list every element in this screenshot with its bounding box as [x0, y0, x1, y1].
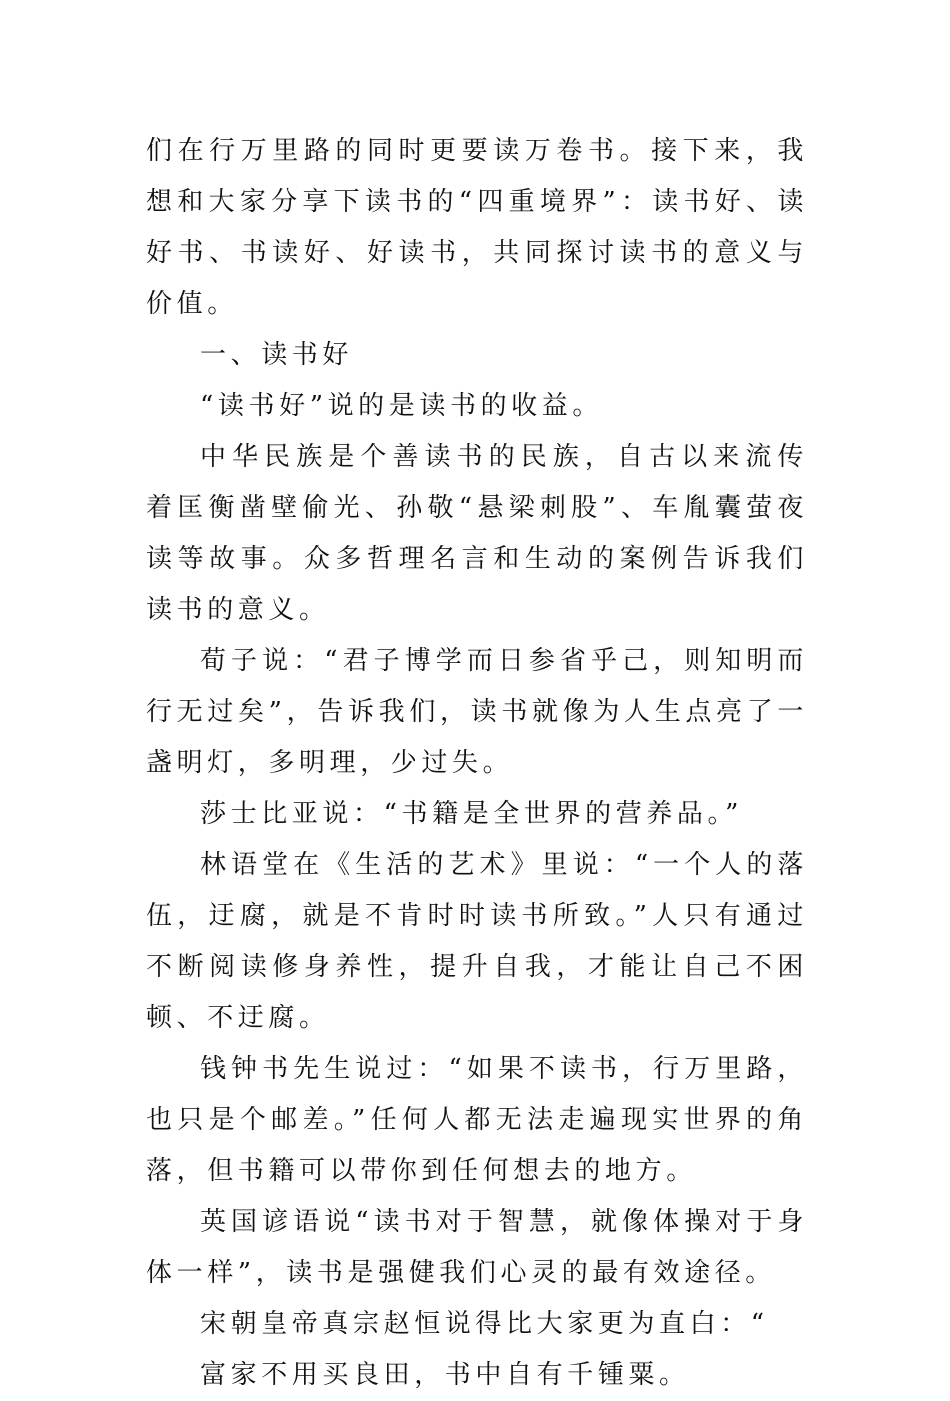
paragraph: 富家不用买良田，书中自有千锺粟。: [200, 1360, 690, 1390]
paragraph: 林语堂在《生活的艺术》里说：“一个人的落伍，迂腐，就是不肯时时读书所致。”人只有通过不断阅读修身养性，提升自我，才能让自己不困顿、不迂腐。: [146, 850, 808, 1033]
paragraph-continuation: 们在行万里路的同时更要读万卷书。接下来，我想和大家分享下读书的“四重境界”：读书好、读好书、书读好、好读书，共同探讨读书的意义与价值。: [146, 136, 808, 319]
paragraph: “读书好”说的是读书的收益。: [200, 391, 603, 421]
paragraph: 宋朝皇帝真宗赵恒说得比大家更为直白：“: [200, 1309, 769, 1339]
paragraph: 英国谚语说“读书对于智慧，就像体操对于身体一样”，读书是强健我们心灵的最有效途径。: [146, 1207, 808, 1288]
paragraph: 中华民族是个善读书的民族，自古以来流传着匡衡凿壁偷光、孙敬“悬梁刺股”、车胤囊萤夜读等故事。众多哲理名言和生动的案例告诉我们读书的意义。: [146, 442, 808, 625]
paragraph: 莎士比亚说：“书籍是全世界的营养品。”: [200, 799, 743, 829]
section-heading: 一、读书好: [200, 340, 354, 370]
document-body: [146, 126, 808, 1401]
paragraph: 钱钟书先生说过：“如果不读书，行万里路，也只是个邮差。”任何人都无法走遍现实世界的角落，但书籍可以带你到任何想去的地方。: [146, 1054, 808, 1186]
paragraph: 荀子说：“君子博学而日参省乎己，则知明而行无过矣”，告诉我们，读书就像为人生点亮了一盏明灯，多明理，少过失。: [146, 646, 808, 778]
